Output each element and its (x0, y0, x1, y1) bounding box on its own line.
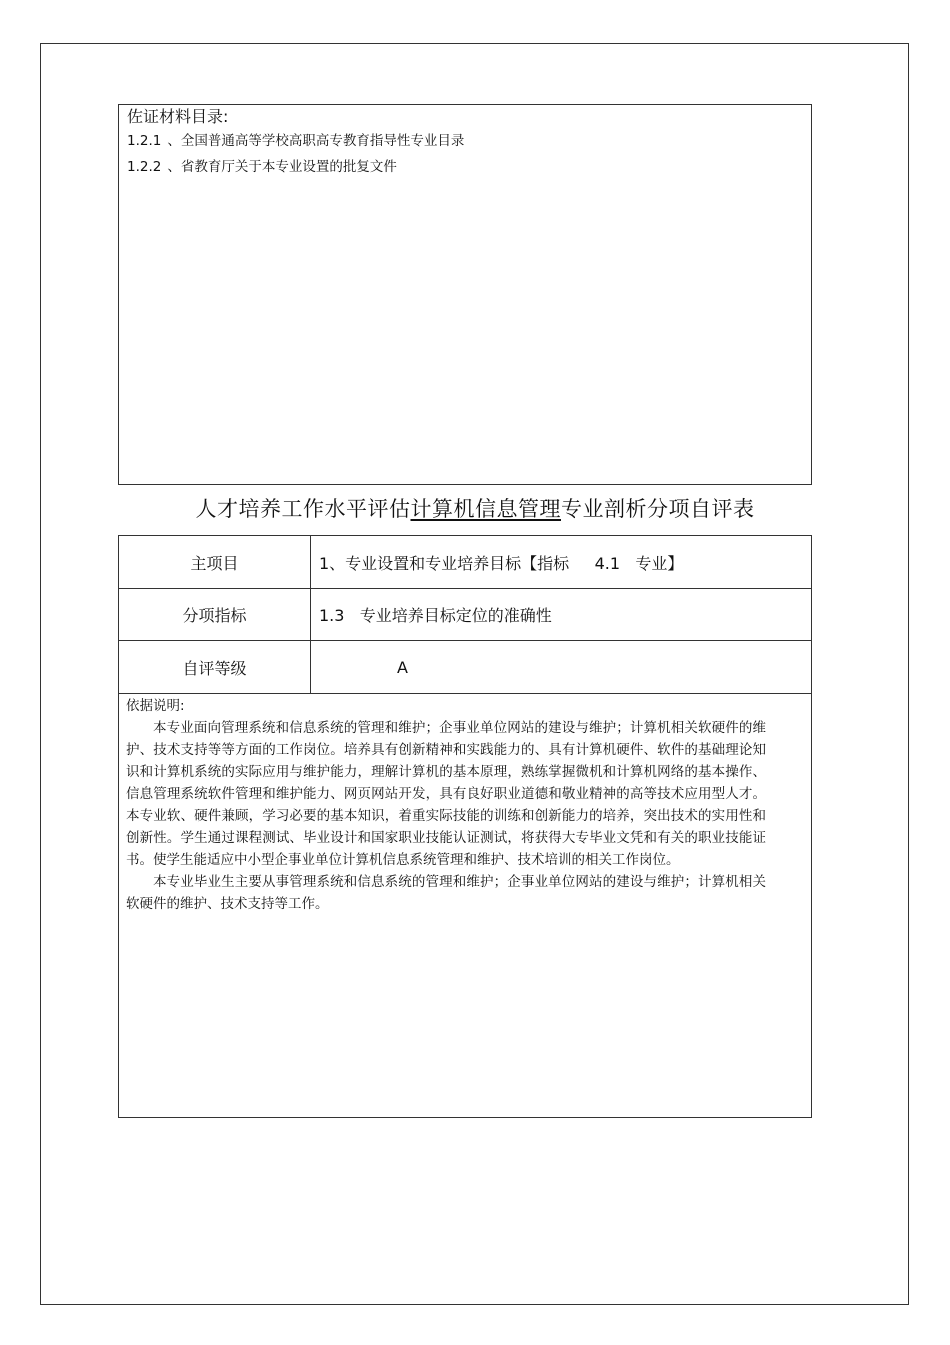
evidence-list-box (118, 104, 812, 485)
basis-label: 依据说明: (126, 698, 185, 714)
evidence-list-title: 佐证材料目录: (127, 107, 229, 126)
evidence-item (127, 128, 803, 154)
form-title-prefix: 人才培养工作水平评估 (195, 497, 411, 521)
table-row-self-grade (119, 641, 811, 694)
form-title-suffix: 专业剖析分项自评表 (561, 497, 755, 521)
evidence-item-number: 1.2.2 (127, 159, 162, 175)
table-row-main-item (119, 536, 811, 589)
evaluation-table (118, 535, 812, 1118)
self-grade-label: 自评等级 (119, 641, 311, 693)
sub-indicator-label: 分项指标 (119, 589, 311, 640)
basis-section (126, 695, 766, 915)
basis-paragraph: 本专业毕业生主要从事管理系统和信息系统的管理和维护；企事业单位网站的建设与维护；计算机相关软硬件的维护、技术支持等工作。 (126, 874, 766, 912)
table-row-sub-indicator (119, 589, 811, 641)
basis-paragraph: 本专业面向管理系统和信息系统的管理和维护；企事业单位网站的建设与维护；计算机相关软硬件的维护、技术支持等等方面的工作岗位。培养具有创新精神和实践能力的、具有计算机硬件、软件的基础理论知识和计算机系统的实际应用与维护能力，理解计算机的基本原理，熟练掌握微机和计算机网络的基本操作、信息管理系统软件管理和维护能力、网页网站开发，具有良好职业道德和敬业精神的高等技术应用型人才。本专业软、硬件兼顾，学习必要的基本知识，着重实际技能的训练和创新能力的培养，突出技术的实用性和创新性。学生通过课程测试、毕业设计和国家职业技能认证测试，将获得大专毕业文凭和有关的职业技能证书。使学生能适应中小型企事业单位计算机信息系统管理和维护、技术培训的相关工作岗位。 (126, 720, 766, 868)
form-title-major: 计算机信息管理 (410, 497, 561, 521)
evidence-item-text: 、省教育厅关于本专业设置的批复文件 (167, 159, 397, 175)
form-title (0, 494, 950, 524)
sub-indicator-value: 1.3 专业培养目标定位的准确性 (319, 606, 552, 625)
self-grade-value: A (397, 657, 408, 677)
evidence-item-text: 、全国普通高等学校高职高专教育指导性专业目录 (167, 133, 465, 149)
main-item-value: 1、专业设置和专业培养目标【指标 4.1 专业】 (319, 553, 684, 573)
evidence-item-number: 1.2.1 (127, 133, 162, 149)
main-item-label: 主项目 (119, 536, 311, 588)
evidence-item (127, 154, 803, 180)
